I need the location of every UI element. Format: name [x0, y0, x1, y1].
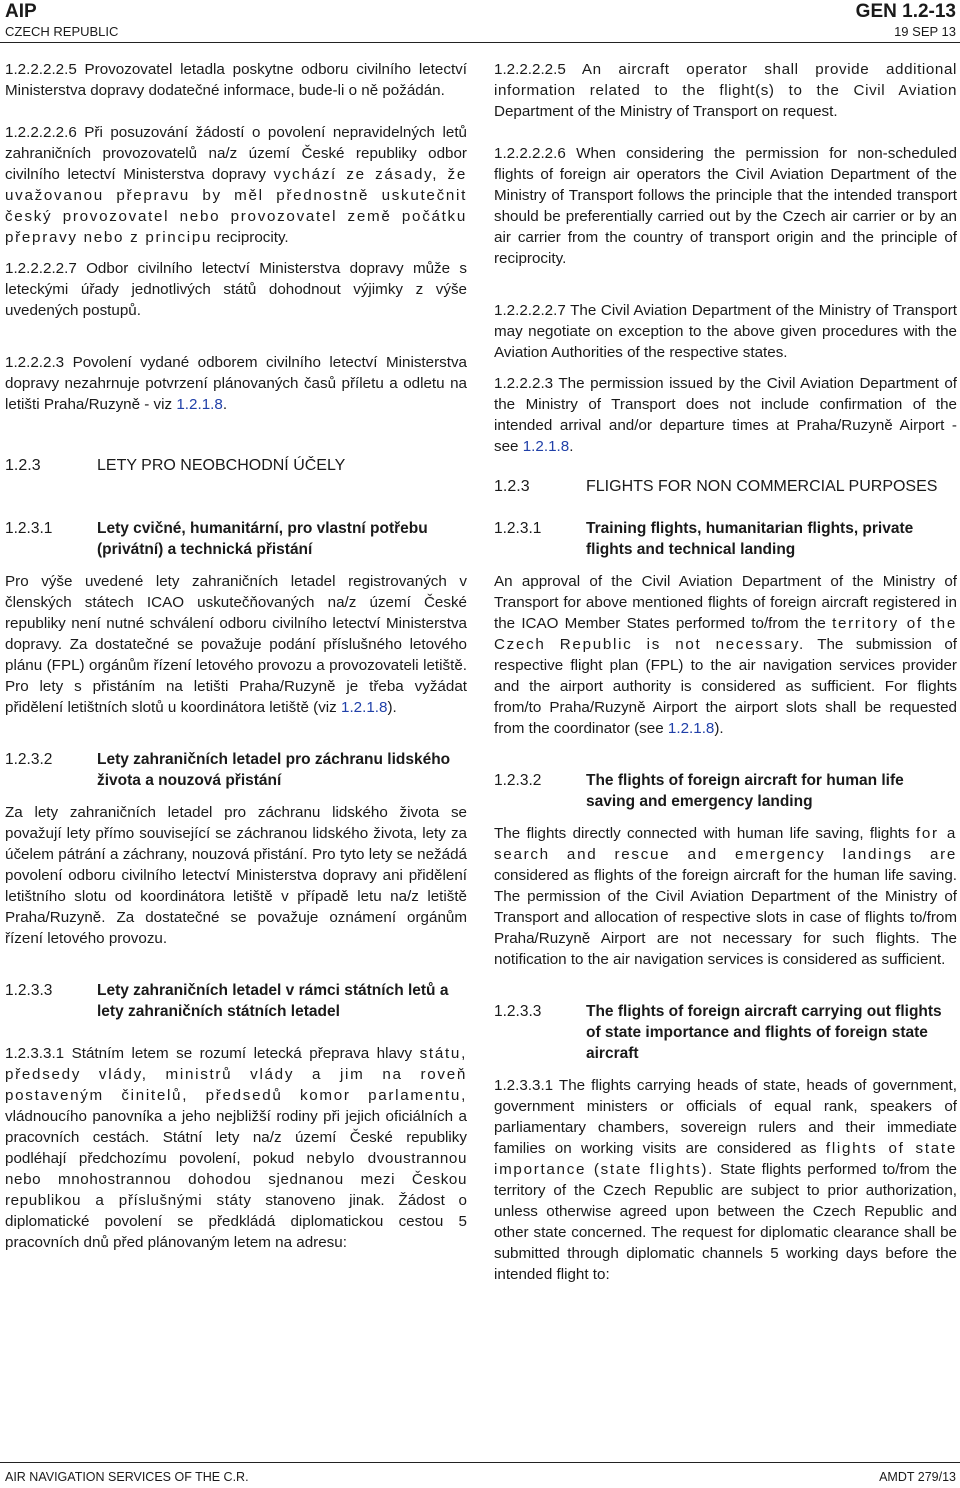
en-subsection-3-1-text-a: The flights carrying heads of state, heads of government, government ministers or officials of equal rank, speakers of parliamentary chambers, sovereign rulers and their immediate families on working visits are considered as	[494, 1077, 957, 1157]
cs-subsection-3-1-text-a: Státním letem se rozumí letecká přeprava hlavy	[71, 1045, 413, 1062]
en-subsection-3-number: 1.2.3.3	[494, 1003, 542, 1020]
en-subsection-3-title: The flights of foreign aircraft carrying out flights of state importance and flights of foreign state aircraft	[586, 1003, 942, 1062]
cs-paragraph-2-text-b: vychází ze zásady, že uvažovanou přepravu by měl přednostně uskutečnit český provozovatel nebo provozovatel země počátku přepravy nebo z principu	[5, 166, 467, 246]
cs-paragraph-2	[5, 122, 467, 248]
en-paragraph-1	[494, 59, 957, 122]
header-divider	[0, 42, 960, 43]
cs-subsection-1-body	[5, 571, 467, 718]
cs-subsection-1-reference-link[interactable]: 1.2.1.8	[341, 699, 388, 716]
en-paragraph-1-number: 1.2.2.2.2.5	[494, 61, 566, 78]
en-subsection-heading-1-2-3-3	[494, 1001, 957, 1064]
en-paragraph-3-number: 1.2.2.2.2.7	[494, 302, 566, 319]
cs-paragraph-1-text: Provozovatel letadla poskytne odboru civilního letectví Ministerstva dopravy dodatečné informace, bude-li o ně požádán.	[5, 61, 467, 99]
en-section-title: FLIGHTS FOR NON COMMERCIAL PURPOSES	[586, 478, 938, 495]
cs-subsection-1-end: ).	[387, 699, 397, 716]
en-subsection-1-text-a: An approval of the Civil Aviation Department of the Ministry of Transport for above mentioned flights of foreign aircraft registered in the ICAO Member States performed to/from the	[494, 573, 957, 632]
en-paragraph-1-text-b: Department of the Ministry of Transport on request.	[494, 103, 838, 120]
cs-section-heading-1-2-3	[5, 455, 467, 476]
cs-subsection-2-title: Lety zahraničních letadel pro záchranu lidského života a nouzová přistání	[97, 751, 451, 789]
footer-publisher: AIR NAVIGATION SERVICES OF THE C.R.	[5, 1470, 249, 1484]
en-subsection-heading-1-2-3-2	[494, 770, 957, 812]
page-header-right	[856, 0, 956, 40]
en-subsection-3-1-text-c: State flights performed to/from the territory of the Czech Republic are subject to prior authorization, unless otherwise agreed upon between the Czech Republic and other state concerned. The request for diplomatic clearance shall be submitted through diplomatic channels 5 working days before the intended flight to:	[494, 1161, 957, 1283]
cs-paragraph-1-number: 1.2.2.2.2.5	[5, 61, 77, 78]
en-subsection-2-text-b: for a search and rescue and emergency landings are	[494, 825, 958, 863]
page-header-left	[5, 0, 118, 40]
en-subsection-1-title: Training flights, humanitarian flights, private flights and technical landing	[586, 520, 914, 558]
footer-divider	[0, 1462, 960, 1463]
en-paragraph-3-text: The Civil Aviation Department of the Ministry of Transport may negotiate on exception to the above given procedures with the Aviation Authorities of the respective states.	[494, 302, 957, 361]
cs-subsection-3-1-text-e: stanoveno jinak. Žádost o diplomatické povolení se předkládá diplomatickou cestou 5 pracovních dnů před plánovaným letem na adresu:	[5, 1192, 467, 1251]
en-paragraph-3	[494, 300, 957, 363]
footer-amendment: AMDT 279/13	[879, 1470, 956, 1484]
en-subsection-2-text-c: considered as flights of the foreign aircraft for the human life saving. The permission of the Civil Aviation Department of the Ministry of Transport and allocation of respective slots in case of flights to/from Praha/Ruzyně Airport are not necessary for such flights. The notification to the air navigation services is considered as sufficient.	[494, 867, 957, 968]
en-subsection-3-1-text-b: flights of state importance (state flights).	[494, 1140, 957, 1178]
cs-paragraph-4-text: Povolení vydané odborem civilního letectví Ministerstva dopravy nezahrnuje potvrzení plánovaných časů příletu a odletu na letišti Praha/Ruzyně - viz	[5, 354, 467, 413]
cs-subsection-heading-1-2-3-2	[5, 749, 467, 791]
cs-paragraph-4-end: .	[222, 396, 228, 413]
cs-paragraph-3-text: Odbor civilního letectví Ministerstva dopravy může s leteckými úřady jednotlivých států dohodnout výjimky z výše uvedených postupů.	[5, 260, 467, 319]
en-subsection-2-number: 1.2.3.2	[494, 772, 542, 789]
cs-subsection-1-number: 1.2.3.1	[5, 520, 53, 537]
czech-column	[5, 59, 467, 1253]
en-paragraph-4-number: 1.2.2.2.3	[494, 375, 554, 392]
page-reference: GEN 1.2-13	[855, 1, 956, 22]
en-paragraph-2-number: 1.2.2.2.2.6	[494, 145, 566, 162]
cs-paragraph-3-number: 1.2.2.2.2.7	[5, 260, 77, 277]
en-paragraph-4-text: The permission issued by the Civil Aviation Department of the Ministry of Transport does not include confirmation of the intended arrival and/or departure times at Praha/Ruzyně Airport - see	[494, 375, 958, 455]
english-column	[494, 59, 957, 1285]
en-subsection-1-number: 1.2.3.1	[494, 520, 542, 537]
en-subsection-3-1-number: 1.2.3.3.1	[494, 1077, 554, 1094]
cs-section-number: 1.2.3	[5, 457, 41, 474]
cs-subsection-1-title: Lety cvičné, humanitární, pro vlastní potřebu (privátní) a technická přistání	[97, 520, 428, 558]
cs-subsection-3-number: 1.2.3.3	[5, 982, 53, 999]
effective-date: 19 SEP 13	[894, 24, 956, 39]
en-subsection-3-1-body	[494, 1075, 957, 1285]
cs-subsection-3-1-body	[5, 1043, 467, 1253]
cs-subsection-heading-1-2-3-1	[5, 518, 467, 560]
en-paragraph-4-end: .	[569, 438, 574, 455]
en-subsection-2-text-a: The flights directly connected with human life saving, flights	[494, 825, 910, 842]
en-subsection-2-body	[494, 823, 957, 970]
en-subsection-1-text-b: territory of the Czech Republic is not necessary.	[494, 615, 957, 653]
cs-subsection-3-title: Lety zahraničních letadel v rámci státních letů a lety zahraničních státních letadel	[97, 982, 449, 1020]
cs-subsection-3-1-text-c: vládnoucího panovníka a jeho nejbližší rodiny při jejich oficiálních a pracovních cestách. Státní lety na/z území České republiky podléhají předchozímu povolení, pokud	[5, 1108, 467, 1167]
cs-paragraph-2-text-a: Při posuzování žádostí o povolení nepravidelných letů zahraničních provozovatelů na/z území České republiky odbor civilního letectví Ministerstva dopravy	[5, 124, 467, 183]
cs-subsection-heading-1-2-3-3	[5, 980, 467, 1022]
en-subsection-heading-1-2-3-1	[494, 518, 957, 560]
cs-subsection-2-number: 1.2.3.2	[5, 751, 53, 768]
cs-paragraph-4	[5, 352, 467, 415]
cs-paragraph-4-number: 1.2.2.2.3	[5, 354, 65, 371]
cs-subsection-3-1-text-d: nebylo dvoustrannou nebo mnohostrannou dohodou sjednanou mezi Českou republikou a příslušnými státy	[5, 1150, 467, 1209]
cs-paragraph-3	[5, 258, 467, 321]
en-section-number: 1.2.3	[494, 478, 530, 495]
en-paragraph-2-text: When considering the permission for non-scheduled flights of foreign air operators the Civil Aviation Department of the Ministry of Transport follows the principle that the intended transport should be preferentially carried out by the Czech air carrier or by an air carrier from the country of transport origin and the principle of reciprocity.	[494, 145, 957, 267]
en-subsection-1-text-c: The submission of respective flight plan (FPL) to the air navigation services provider and the airport authority is considered as sufficient. For flights from/to Praha/Ruzyně Airport the airport slots shall be requested from the coordinator (see	[494, 636, 957, 737]
en-subsection-1-reference-link[interactable]: 1.2.1.8	[667, 720, 715, 737]
cs-subsection-2-body: Za lety zahraničních letadel pro záchranu lidského života se považují lety přímo související se záchranou lidského života, lety za účelem pátrání a záchrany, nouzová přistání. Pro tyto lety se nežádá povolení odboru civilního letectví Ministerstva dopravy ani přidělení letištního slotu od koordinátora letiště v případě letu na/z letiště Praha/Ruzyně. Za dostatečné se považuje oznámení orgánům řízení letového provozu.	[5, 804, 467, 947]
en-subsection-1-end: ).	[714, 720, 724, 737]
en-paragraph-1-text-a: An aircraft operator shall provide additional information related to the flight(s) to the Civil Aviation	[494, 61, 957, 99]
country-label: CZECH REPUBLIC	[5, 24, 119, 39]
cs-subsection-1-text: Pro výše uvedené lety zahraničních letadel registrovaných v členských státech ICAO uskutečňovaných na/z území České republiky není nutné schválení odboru civilního letectví Ministerstva dopravy. Za dostatečné se považuje podání příslušného letového plánu (FPL) orgánům řízení letového provozu a provozovateli letiště. Pro lety s přistáním na letišti Praha/Ruzyně je třeba vyžádat přidělení letištních slotů u koordinátora letiště (viz	[5, 573, 467, 716]
en-section-heading-1-2-3	[494, 476, 957, 497]
cs-subsection-3-1-text-b: státu, předsedy vlády, ministrů vlády a jim na roveň postaveným činitelů, předsedů komor parlamentu,	[5, 1045, 467, 1104]
cs-paragraph-2-number: 1.2.2.2.2.6	[5, 124, 77, 141]
en-paragraph-2	[494, 143, 957, 269]
en-paragraph-4-reference-link[interactable]: 1.2.1.8	[522, 438, 570, 455]
cs-paragraph-2-text-c: reciprocity.	[216, 229, 289, 246]
en-subsection-2-title: The flights of foreign aircraft for human life saving and emergency landing	[586, 772, 904, 810]
cs-paragraph-1	[5, 59, 467, 101]
cs-subsection-3-1-number: 1.2.3.3.1	[5, 1045, 65, 1062]
en-paragraph-4	[494, 373, 957, 457]
en-subsection-1-body	[494, 571, 957, 739]
aip-label: AIP	[5, 1, 37, 22]
cs-paragraph-4-reference-link[interactable]: 1.2.1.8	[176, 396, 223, 413]
cs-section-title: LETY PRO NEOBCHODNÍ ÚČELY	[97, 457, 346, 474]
